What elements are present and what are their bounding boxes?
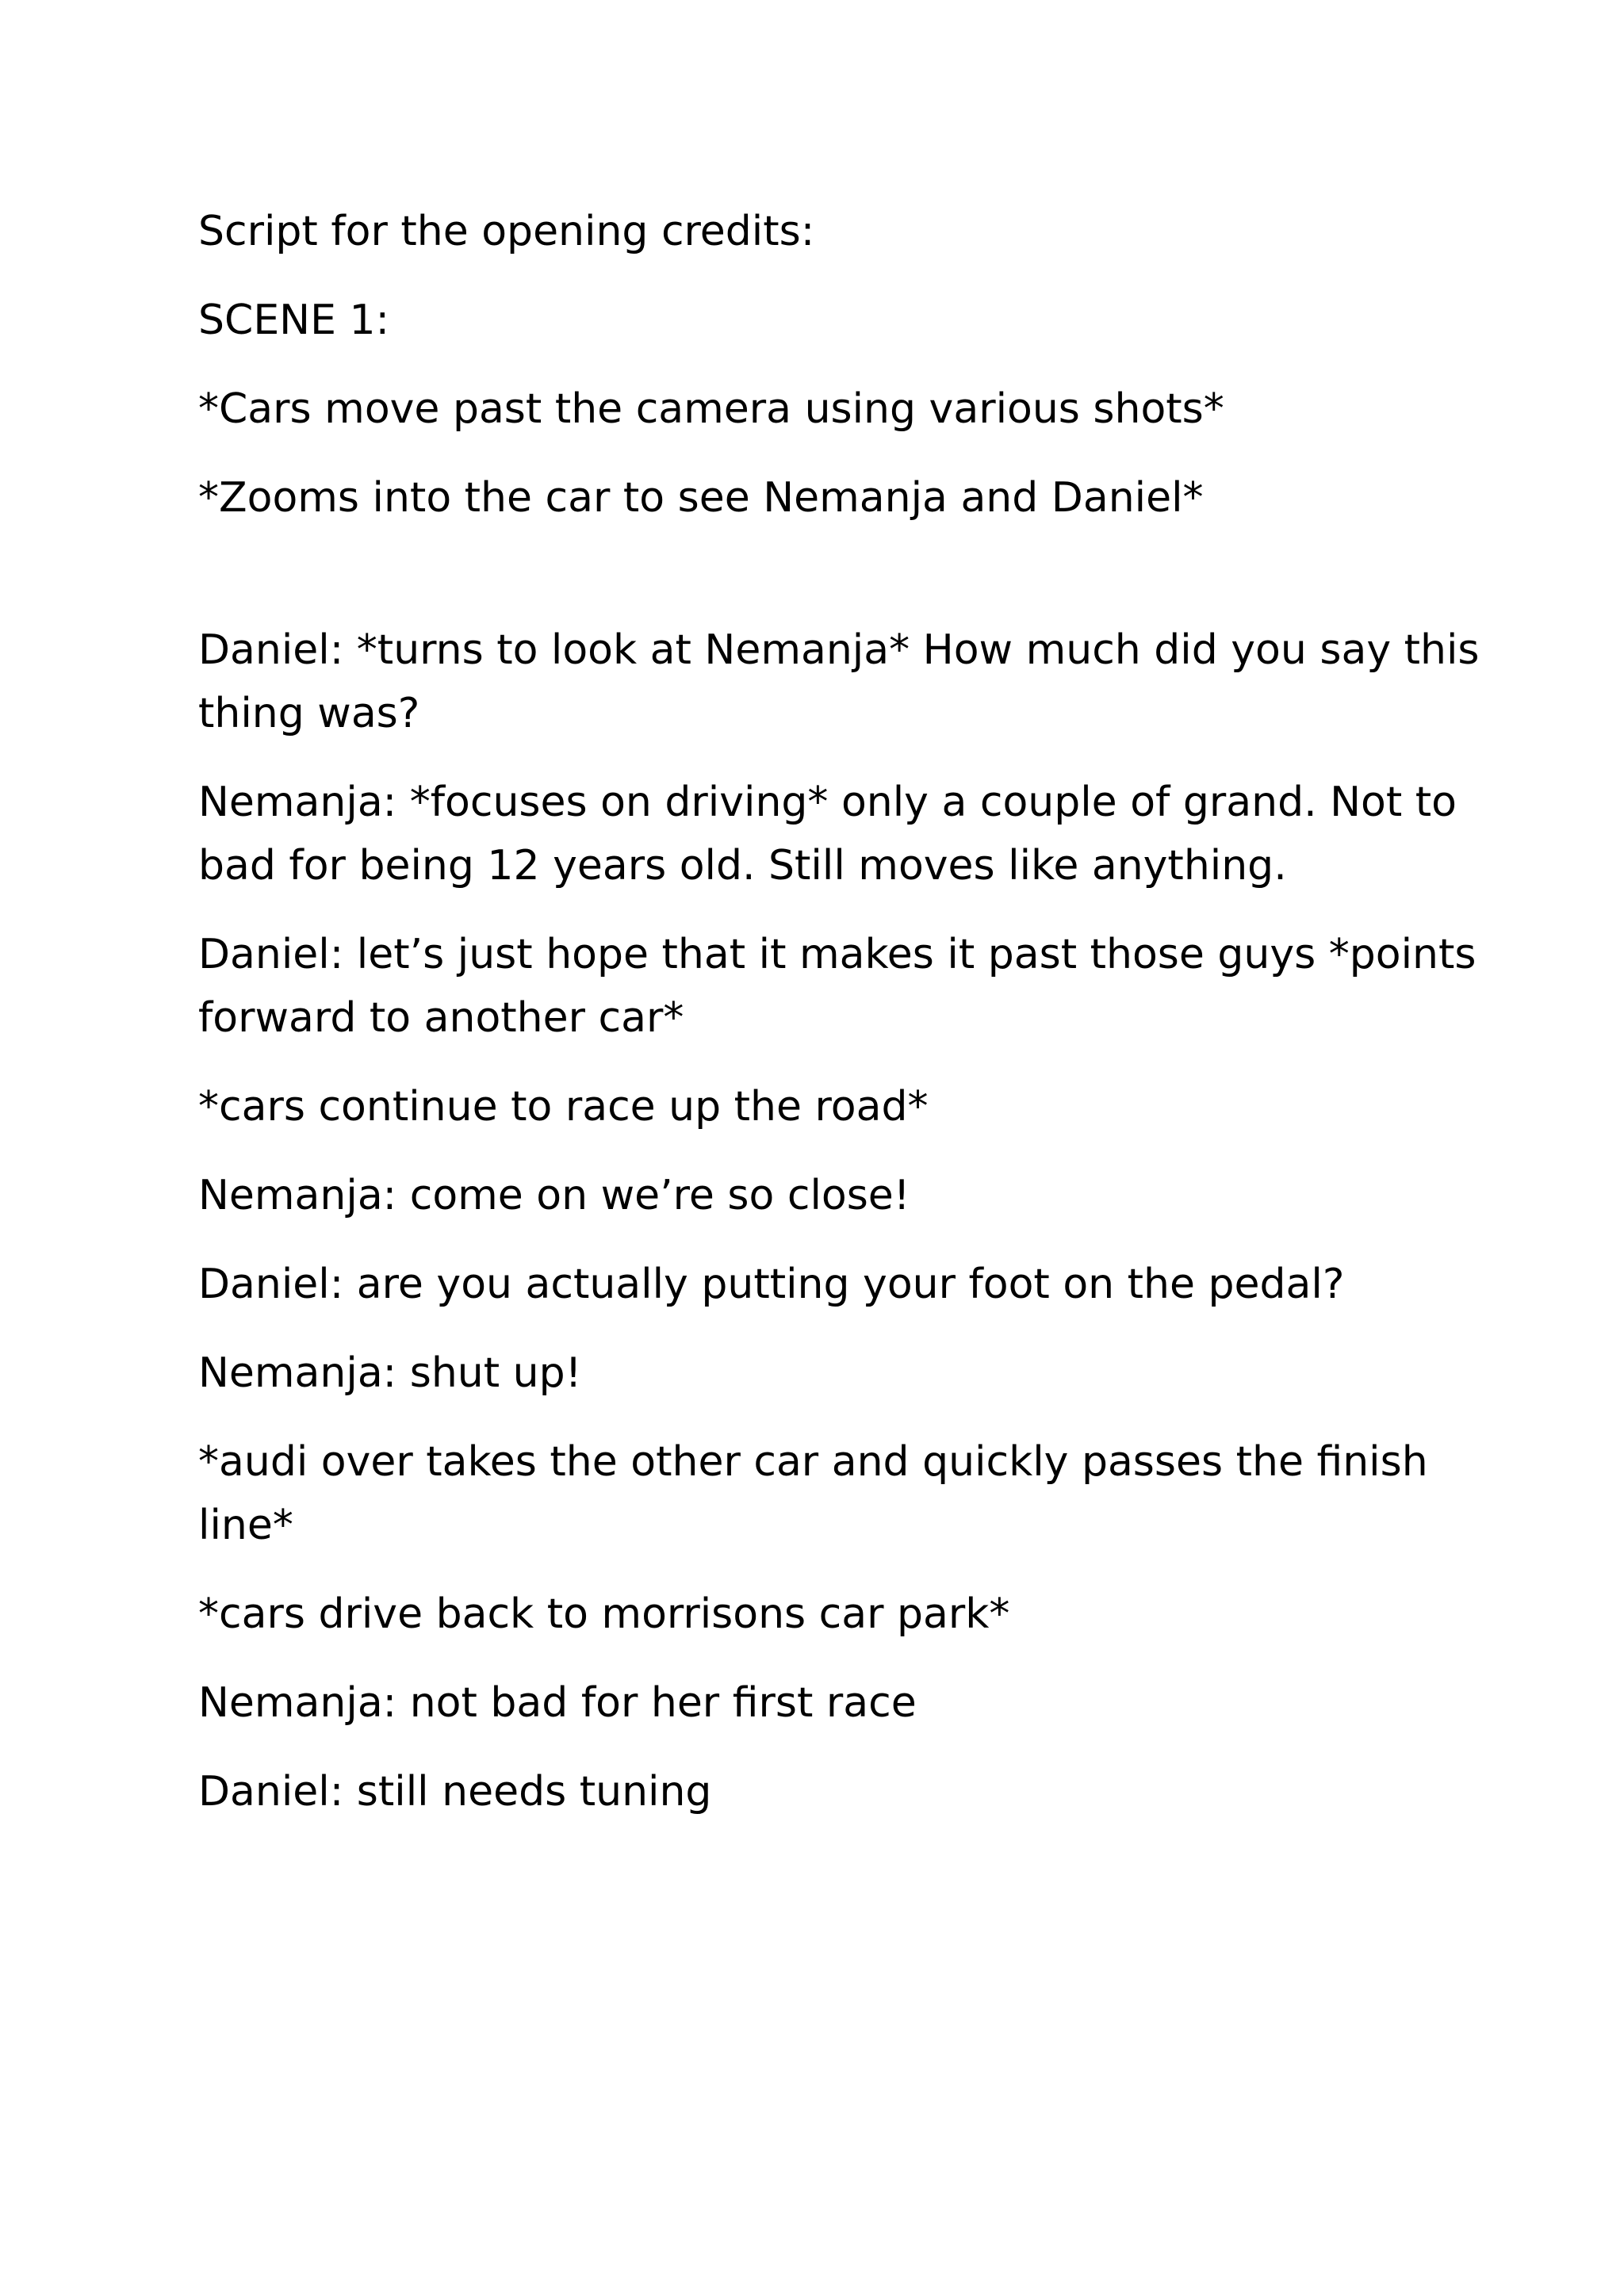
script-line: Daniel: are you actually putting your foot on the pedal? bbox=[198, 1261, 1345, 1308]
script-line: Daniel: still needs tuning bbox=[198, 1768, 712, 1816]
script-line: Nemanja: *focuses on driving* only a couple of grand. Not to bad for being 12 years old. Still moves like anything. bbox=[198, 779, 1457, 890]
script-line: *Zooms into the car to see Nemanja and Daniel* bbox=[198, 474, 1204, 522]
script-line: Nemanja: shut up! bbox=[198, 1349, 582, 1397]
script-line: *Cars move past the camera using various shots* bbox=[198, 385, 1224, 433]
script-title: Script for the opening credits: bbox=[198, 208, 815, 255]
script-body bbox=[198, 200, 1483, 1849]
script-line: Nemanja: come on we’re so close! bbox=[198, 1172, 910, 1219]
script-line: *cars drive back to morrisons car park* bbox=[198, 1590, 1010, 1638]
script-line: Daniel: let’s just hope that it makes it past those guys *points forward to another car* bbox=[198, 931, 1477, 1042]
script-line: Nemanja: not bad for her first race bbox=[198, 1679, 917, 1727]
script-line: *audi over takes the other car and quickly passes the finish line* bbox=[198, 1438, 1428, 1549]
scene-heading: SCENE 1: bbox=[198, 297, 390, 344]
script-line: *cars continue to race up the road* bbox=[198, 1083, 929, 1131]
script-line: Daniel: *turns to look at Nemanja* How much did you say this thing was? bbox=[198, 626, 1480, 737]
